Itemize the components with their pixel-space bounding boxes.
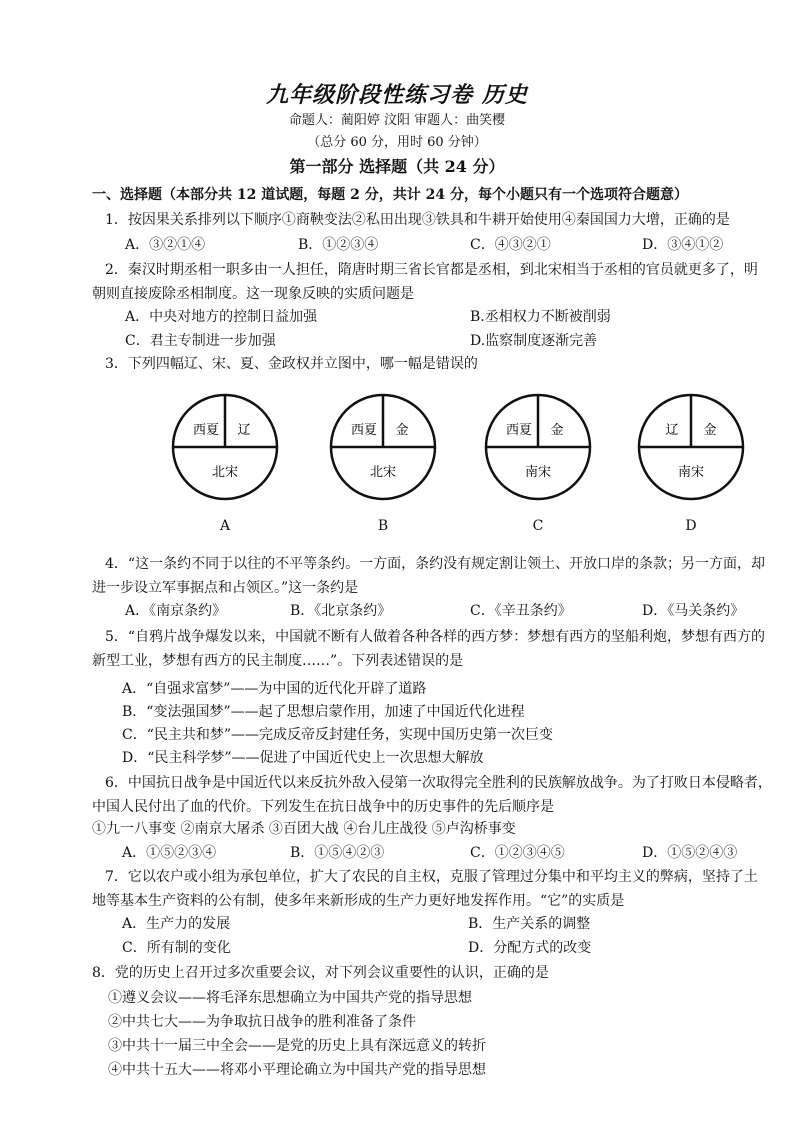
q4-option-b: B．《北京条约》 [290,603,392,619]
q2-stem-line2: 朝则直接废除丞相制度。这一现象反映的实质问题是 [92,286,414,302]
q3-map-d-label: D [685,518,697,534]
q2-option-d: D.监察制度逐渐完善 [470,333,598,349]
q3-map-c-top-right: 金 [550,423,564,438]
q8-item-3: ③中共十一届三中全会——是党的历史上具有深远意义的转折 [108,1038,486,1054]
q1-option-a: A．③②①④ [125,237,206,253]
score-time-line: （总分 60 分，用时 60 分钟） [307,135,487,150]
q2-option-c: C．君主专制进一步加强 [125,333,276,349]
q1-stem: 1．按因果关系排列以下顺序①商鞅变法②私田出现③铁具和牛耕开始使用④秦国国力大增，正确的是 [105,212,730,228]
q6-option-d: D．①⑤②④③ [642,845,738,861]
q1-option-d: D．③④①② [642,237,724,253]
q3-map-d-bottom: 南宋 [677,465,705,480]
q3-map-a-top-left: 西夏 [192,423,220,438]
section-heading: 一、选择题（本部分共 12 道试题，每题 2 分，共计 24 分，每个小题只有一个选项符合题意） [92,187,688,203]
q2-stem-line1: 2．秦汉时期丞相一职多由一人担任，隋唐时期三省长官都是丞相，到北宋相当于丞相的官员就更多了，明 [105,262,758,278]
q6-option-c: C．①②③④⑤ [470,845,565,861]
part-heading: 第一部分 选择题（共 24 分） [289,157,505,176]
q3-map-c-label: C [532,518,544,534]
q7-option-b: B．生产关系的调整 [468,916,591,932]
q3-map-d [636,392,746,502]
q5-stem-line2: 新型工业，梦想有西方的民主制度……”。下列表述错误的是 [92,653,464,669]
q3-map-b-top-right: 金 [395,423,409,438]
q3-map-a-top-right: 辽 [237,423,251,438]
q4-stem-line1: 4．“这一条约不同于以往的不平等条约。一方面，条约没有规定割让领土、开放口岸的条款；另一方面，却 [105,556,766,572]
q3-map-c-bottom: 南宋 [524,465,552,480]
q3-map-c [483,392,593,502]
q4-option-c: C．《辛丑条约》 [470,603,572,619]
q5-option-d: D．“民主科学梦”——促进了中国近代史上一次思想大解放 [122,750,484,766]
q6-option-b: B．①⑤④②③ [290,845,385,861]
q6-events: ①九一八事变 ②南京大屠杀 ③百团大战 ④台儿庄战役 ⑤卢沟桥事变 [92,821,516,837]
q5-stem-line1: 5．“自鸦片战争爆发以来，中国就不断有人做着各种各样的西方梦：梦想有西方的坚船利炮，梦想有西方的 [105,629,766,645]
q3-map-a [170,392,280,502]
q3-map-d-top-left: 辽 [665,423,679,438]
q8-item-2: ②中共七大——为争取抗日战争的胜利准备了条件 [108,1014,416,1030]
q3-map-b [328,392,438,502]
q7-option-c: C．所有制的变化 [122,940,231,956]
q3-stem: 3．下列四幅辽、宋、夏、金政权并立图中，哪一幅是错误的 [105,356,478,372]
authors-line: 命题人：蔺阳婷 汶阳 审题人：曲笑樱 [288,113,506,128]
q7-stem-line2: 地等基本生产资料的公有制，使多年来新形成的生产力更好地发挥作用。“它”的实质是 [92,893,625,909]
q3-map-a-label: A [219,518,231,534]
q3-map-d-top-right: 金 [703,423,717,438]
q3-map-b-top-left: 西夏 [350,423,378,438]
q6-stem-line1: 6．中国抗日战争是中国近代以来反抗外敌入侵第一次取得完全胜利的民族解放战争。为了打败日本侵略者， [105,775,772,791]
q3-map-b-bottom: 北宋 [369,465,397,480]
q6-option-a: A．①⑤②③④ [122,845,217,861]
q4-stem-line2: 进一步设立军事据点和占领区。”这一条约是 [92,580,359,596]
q8-item-4: ④中共十五大——将邓小平理论确立为中国共产党的指导思想 [108,1062,486,1078]
q3-map-a-bottom: 北宋 [211,465,239,480]
q2-option-b: B.丞相权力不断被削弱 [470,309,611,325]
q5-option-a: A．“自强求富梦”——为中国的近代化开辟了道路 [122,681,427,697]
q2-option-a: A．中央对地方的控制日益加强 [125,309,318,325]
q8-stem: 8．党的历史上召开过多次重要会议，对下列会议重要性的认识，正确的是 [92,965,549,981]
q3-map-b-label: B [377,518,389,534]
q4-option-a: A．《南京条约》 [125,603,227,619]
q3-map-c-top-left: 西夏 [505,423,533,438]
q7-stem-line1: 7．它以农户或小组为承包单位，扩大了农民的自主权，克服了管理过分集中和平均主义的弊病，坚持了土 [105,869,758,885]
q1-option-b: B．①②③④ [298,237,379,253]
q7-option-a: A．生产力的发展 [122,916,231,932]
q6-stem-line2: 中国人民付出了血的代价。下列发生在抗日战争中的历史事件的先后顺序是 [92,799,554,815]
q5-option-b: B．“变法强国梦”——起了思想启蒙作用，加速了中国近代化进程 [122,704,525,720]
q1-option-c: C．④③②① [470,237,551,253]
q8-item-1: ①遵义会议——将毛泽东思想确立为中国共产党的指导思想 [108,990,472,1006]
q7-option-d: D．分配方式的改变 [468,940,592,956]
exam-title: 九年级阶段性练习卷 历史 [266,82,528,108]
q5-option-c: C．“民主共和梦”——完成反帝反封建任务，实现中国历史第一次巨变 [122,727,554,743]
q4-option-d: D．《马关条约》 [642,603,745,619]
